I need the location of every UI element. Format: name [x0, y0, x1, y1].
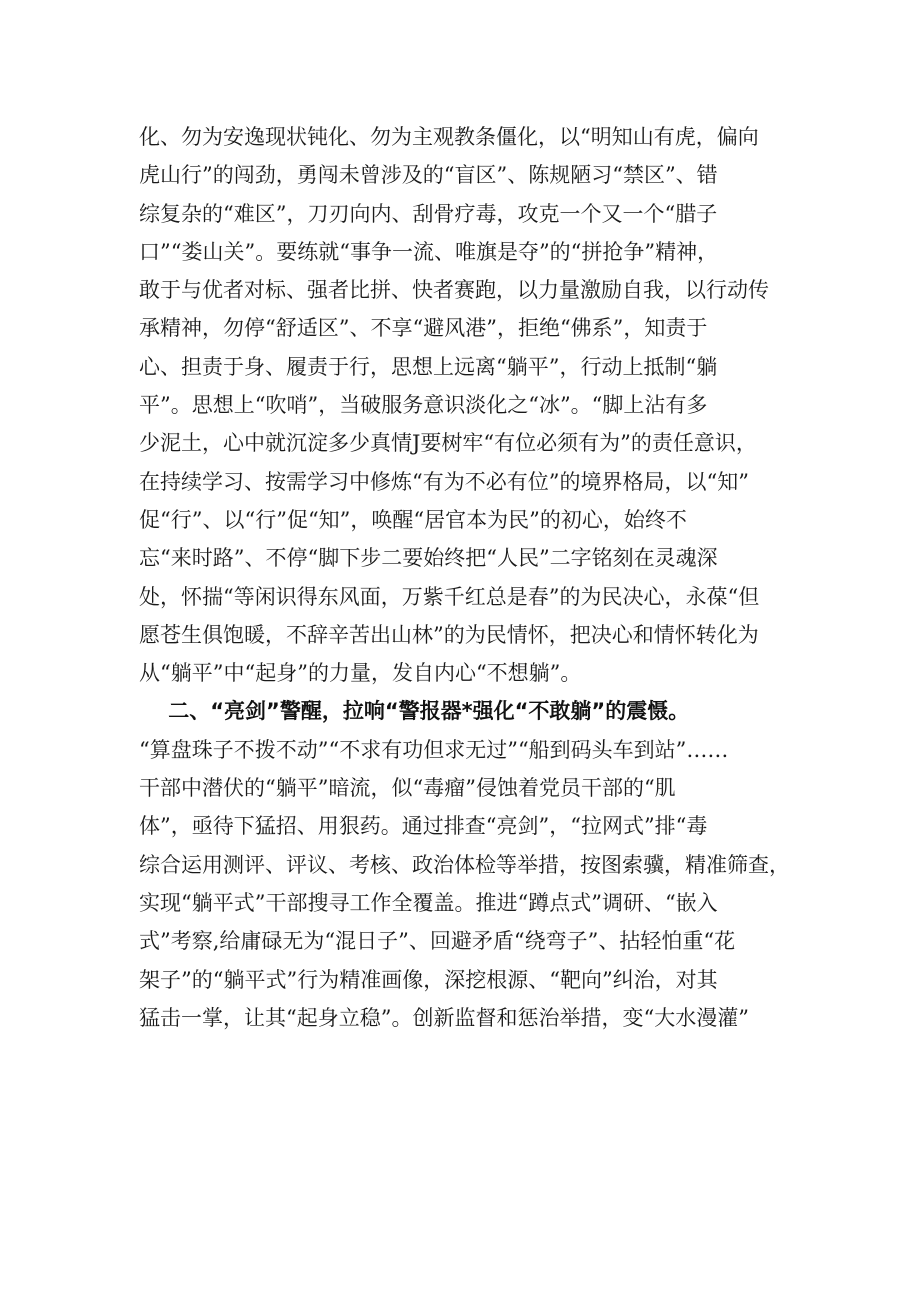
text-line: 口”“娄山关”。要练就“事争一流、唯旗是夺”的“拼抢争”精神，: [139, 239, 719, 264]
text-line: 从“躺平”中“起身”的力量，发自内心“不想躺”。: [139, 661, 582, 686]
text-line: 愿苍生俱饱暖，不辞辛苦出山林”的为民情怀，把决心和情怀转化为: [139, 622, 759, 647]
text-line: 承精神，勿停“舒适区”、不享“避风港”，拒绝“佛系”，知责于: [139, 316, 708, 341]
body-text: [139, 118, 799, 1037]
text-line: 综复杂的“难区”，刀刃向内、刮骨疗毒，攻克一个又一个“腊子: [139, 201, 718, 226]
text-line: 化、勿为安逸现状钝化、勿为主观教条僵化，以“明知山有虎，偏向: [139, 125, 759, 149]
text-line: 促“行”、以“行”促“知”，唤醒“居官本为民”的初心，始终不: [139, 507, 687, 532]
text-line: 心、担责于身、履责于行，思想上远离“躺平”，行动上抵制“躺: [139, 354, 718, 379]
text-line: 虎山行”的闯劲，勇闯未曾涉及的“盲区”、陈规陋习“禁区”、错: [139, 163, 718, 188]
text-line: 体”，亟待下猛招、用狠药。通过排查“亮剑”，“拉网式”排“毒: [139, 814, 708, 839]
text-line: 干部中潜伏的“躺平”暗流，似“毒瘤”侵蚀着党员干部的“肌: [139, 776, 676, 801]
text-line: 式”考察,给庸碌无为“混日子”、回避矛盾“绕弯子”、拈轻怕重“花: [139, 929, 736, 954]
text-line: “算盘珠子不拨不动”“不求有功但求无过”“船到码头车到站”……: [139, 737, 729, 762]
text-line: 处，怀揣“等闲识得东风面，万紫千红总是春”的为民决心，永葆“但: [139, 584, 760, 609]
text-line: 敢于与优者对标、强者比拼、快者赛跑，以力量激励自我，以行动传: [139, 278, 769, 303]
text-line: 实现“躺平式”干部搜寻工作全覆盖。推进“蹲点式”调研、“嵌入: [139, 890, 718, 915]
text-line: 忘“来时路”、不停“脚下步二要始终把“人民”二字铭刻在灵魂深: [139, 546, 718, 571]
text-line: 平”。思想上“吹哨”，当破服务意识淡化之“冰”。“脚上沾有多: [139, 393, 708, 418]
text-line: 在持续学习、按需学习中修炼“有为不必有位”的境界格局，以“知”: [139, 469, 749, 494]
text-line: 猛击一掌，让其“起身立稳”。创新监督和惩治举措，变“大水漫灌”: [139, 1005, 749, 1030]
text-line: 架子”的“躺平式”行为精准画像，深挖根源、“靶向”纠治，对其: [139, 967, 718, 992]
text-line: 少泥土，心中就沉淀多少真情J要树牢“有位必须有为”的责任意识，: [139, 431, 757, 456]
text-line: 综合运用测评、评议、考核、政治体检等举措，按图索骥，精准筛查，: [139, 852, 790, 877]
section-heading: 二、“亮剑”警醒，拉响“警报器*强化“不敢躺”的震慑。: [139, 699, 690, 724]
